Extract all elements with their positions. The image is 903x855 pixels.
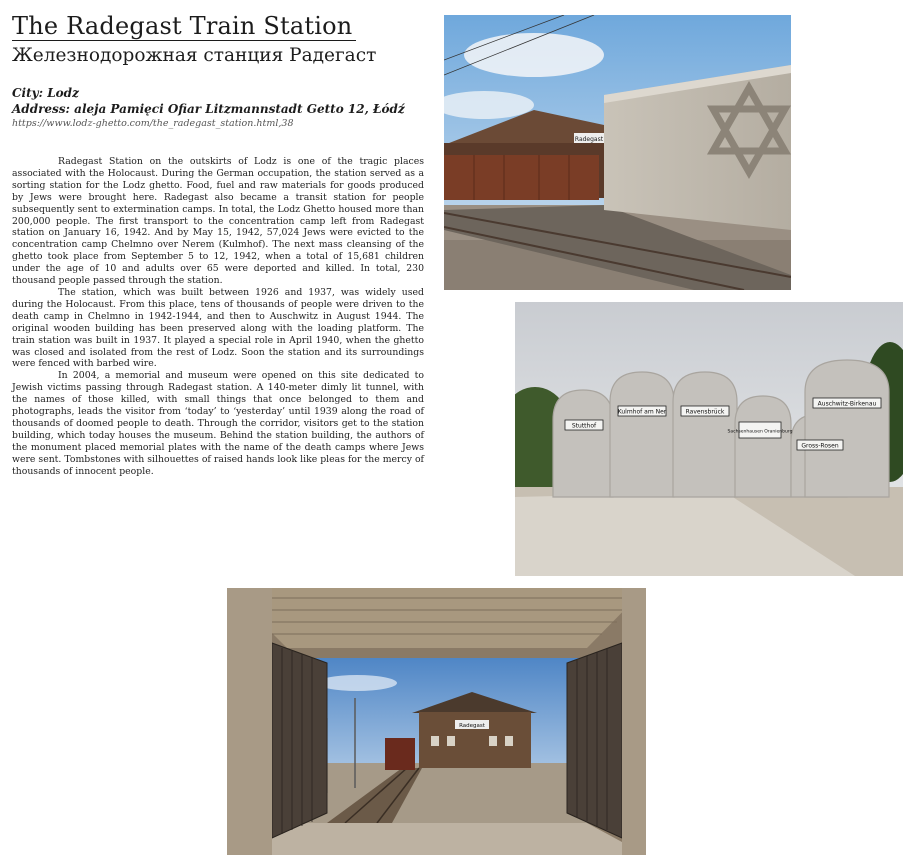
page-title: The Radegast Train Station [12,12,353,40]
address-line: Address: aleja Pamięci Ofiar Litzmannstadt Getto 12, Łódź [12,102,405,116]
page-subtitle: Железнодорожная станция Радегаст [12,45,377,66]
article-body [12,156,424,477]
location-meta [12,85,432,131]
paragraph-3: In 2004, a memorial and museum were opened on this site dedicated to Jewish victims passing through Radegast station. A 140-meter dimly lit tunnel, with the names of those killed, with small things that once belonged to them and photographs, leads the visitor from ‘today’ to ‘yesterday’ until 1939 along the road of thousands of doomed people to death. Through the corridor, visitors get to the station building, which today houses the museum. Behind the station building, the authors of the monument placed memorial plates with the name of the death camps where Jews were sent. Tombstones with silhouettes of raised hands look like pleas for the mercy of thousands of innocent people. [12,370,424,477]
station-sign-text: Radegast [574,136,604,143]
plate-kulmhof: Kulmhof am Ner [617,408,667,416]
plate-stutthof: Stutthof [571,422,597,430]
paragraph-1: Radegast Station on the outskirts of Lodz is one of the tragic places associated with the Holocaust. During the German occupation, the station served as a sorting station for the Lodz ghetto. Food, fuel and raw materials for goods produced by Jews were brought here. Radegast also became a transit station for people subsequently sent to extermination camps. In total, the Lodz Ghetto housed more than 200,000 people. The first transport to the concentration camp left from Radegast station on January 16, 1942. And by May 15, 1942, 57,024 Jews were evicted to the concentration camp Chelmno over Nerem (Kulmhof). The next mass cleansing of the ghetto took place from September 5 to 12, 1942, when a total of 15,681 children under the age of 10 and adults over 65 were deported and killed. In total, 230 thousand people passed through the station. [12,156,424,287]
source-link[interactable]: https://www.lodz-ghetto.com/the_radegast_station.html,38 [12,118,294,129]
plate-gross-rosen: Gross-Rosen [801,442,839,450]
city-line: City: Lodz [12,86,79,100]
photo-tunnel-view [227,588,646,855]
plate-ravensbruck: Ravensbrück [685,408,725,416]
plate-auschwitz: Auschwitz-Birkenau [817,400,877,408]
photo-memorial-tombstones [515,302,903,576]
plate-sachsenhausen: Sachsenhausen Oranienburg [727,429,793,435]
tunnel-station-sign: Radegast [459,723,485,729]
photo-station-star-wall [444,15,791,290]
paragraph-2: The station, which was built between 1926 and 1937, was widely used during the Holocaust. From this place, tens of thousands of people were driven to the death camp in Chelmno in 1942-1944, and then to Auschwitz in August 1944. The original wooden building has been preserved along with the loading platform. The train station was built in 1937. It played a special role in April 1940, when the ghetto was closed and isolated from the rest of Lodz. Soon the station and its surroundings were fenced with barbed wire. [12,286,424,370]
title-underline [12,40,356,41]
